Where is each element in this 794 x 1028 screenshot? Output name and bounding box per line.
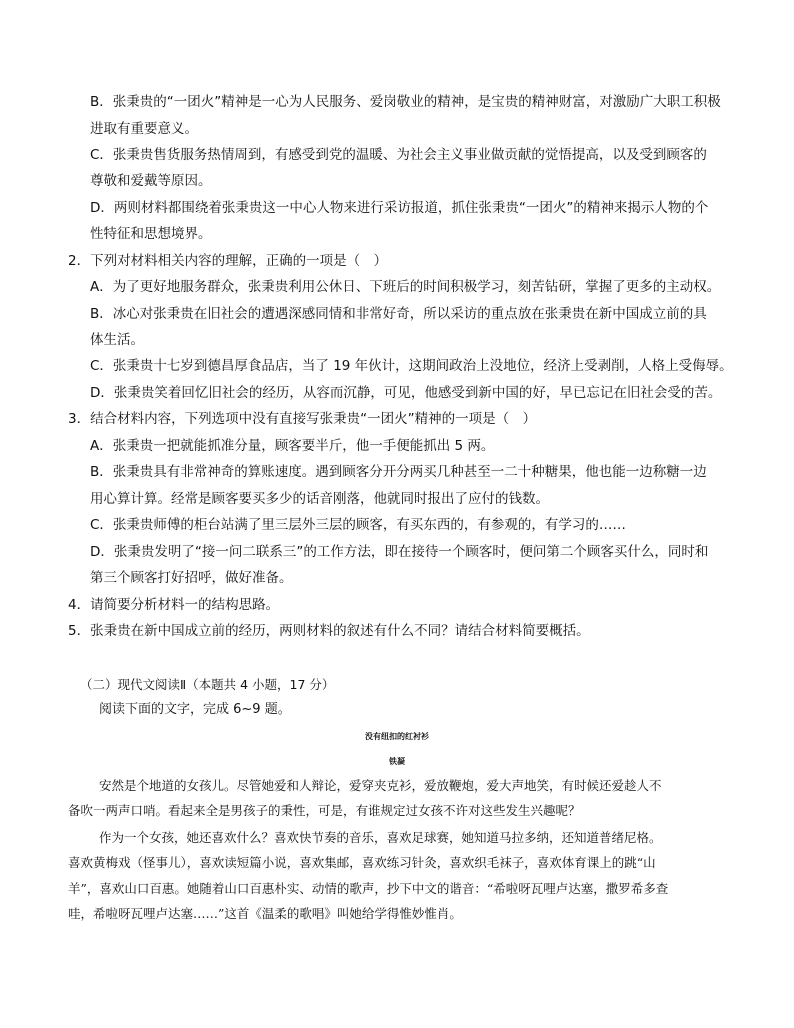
paragraph-2-line2: 喜欢黄梅戏（怪事儿），喜欢读短篇小说，喜欢集邮，喜欢练习针灸，喜欢织毛袜子，喜欢体育课上的跳“山 (68, 855, 656, 870)
paragraph-2-line1: 作为一个女孩，她还喜欢什么？喜欢快节奏的音乐，喜欢足球赛，她知道马拉多纳，还知道普绪尼格。 (99, 830, 662, 845)
paragraph-2-line3: 羊”，喜欢山口百惠。她随着山口百惠朴实、动情的歌声，抄下中文的谐音：“希啦呀瓦哩卢达塞，撒罗希多查 (68, 881, 669, 896)
q4-stem: 4．请简要分析材料一的结构思路。 (68, 597, 280, 613)
q2-stem: 2．下列对材料相关内容的理解，正确的一项是（ ） (68, 253, 388, 269)
paragraph-2-line4: 哇，希啦呀瓦哩卢达塞……”这首《温柔的歌唱》叫她给学得惟妙惟肖。 (68, 906, 462, 921)
q3-option-c: C．张秉贵师傅的柜台站满了里三层外三层的顾客，有买东西的，有参观的，有学习的…… (90, 517, 626, 533)
q2-option-b-line2: 体生活。 (90, 332, 144, 348)
q1-option-d-line1: D．两则材料都围绕着张秉贵这一中心人物来进行采访报道，抓住张秉贵“一团火”的精神来揭示人物的个 (90, 200, 709, 216)
article-title: 没有纽扣的红衬衫 (365, 731, 429, 741)
q3-option-b-line1: B．张秉贵具有非常神奇的算账速度。遇到顾客分开分两买几种甚至一二十种糖果，他也能一边称糖一边 (90, 464, 707, 480)
q1-option-d-line2: 性特征和思想境界。 (90, 226, 212, 242)
reading-instruction: 阅读下面的文字，完成 6~9 题。 (99, 702, 291, 717)
q1-option-c-line1: C．张秉贵售货服务热情周到，有感受到党的温暖、为社会主义事业做贡献的觉悟提高，以及受到顾客的 (90, 147, 707, 163)
q5-stem: 5．张秉贵在新中国成立前的经历，两则材料的叙述有什么不同？请结合材料简要概括。 (68, 623, 590, 639)
q2-option-b-line1: B．冰心对张秉贵在旧社会的遭遇深感同情和非常好奇，所以采访的重点放在张秉贵在新中国成立前的具 (90, 306, 707, 322)
section-heading: （二）现代文阅读Ⅱ（本题共 4 小题，17 分） (80, 677, 335, 692)
q2-option-a: A．为了更好地服务群众，张秉贵利用公休日、下班后的时间积极学习，刻苦钻研，掌握了更多的主动权。 (90, 279, 721, 295)
q3-stem: 3．结合材料内容，下列选项中没有直接写张秉贵“一团火”精神的一项是（ ） (68, 411, 537, 427)
q3-option-d-line1: D．张秉贵发明了“接一问二联系三”的工作方法，即在接待一个顾客时，便问第二个顾客买什么，同时和 (90, 544, 709, 560)
q1-option-b-line2: 进取有重要意义。 (90, 121, 198, 137)
paragraph-1-line1: 安然是个地道的女孩儿。尽管她爱和人辩论，爱穿夹克衫，爱放鞭炮，爱大声地笑，有时候还爱趁人不 (99, 778, 662, 793)
paragraph-1-line2: 备吹一两声口哨。看起来全是男孩子的秉性，可是，有谁规定过女孩不许对这些发生兴趣呢？ (68, 803, 581, 818)
q2-option-d: D．张秉贵笑着回忆旧社会的经历，从容而沉静，可见，他感受到新中国的好，早已忘记在旧社会受的苦。 (90, 385, 722, 401)
q2-option-c: C．张秉贵十七岁到德昌厚食品店，当了 19 年伙计，这期间政治上没地位，经济上受剥削，人格上受侮辱。 (90, 358, 733, 374)
q1-option-b-line1: B．张秉贵的“一团火”精神是一心为人民服务、爱岗敬业的精神，是宝贵的精神财富，对激励广大职工积极 (90, 94, 721, 110)
article-author: 铁凝 (389, 756, 405, 766)
q3-option-a: A．张秉贵一把就能抓准分量，顾客要半斤，他一手便能抓出 5 两。 (90, 438, 495, 454)
q3-option-b-line2: 用心算计算。经常是顾客要买多少的话音刚落，他就同时报出了应付的钱数。 (90, 491, 549, 507)
q3-option-d-line2: 第三个顾客打好招呼，做好准备。 (90, 570, 293, 586)
q1-option-c-line2: 尊敬和爱戴等原因。 (90, 173, 212, 189)
